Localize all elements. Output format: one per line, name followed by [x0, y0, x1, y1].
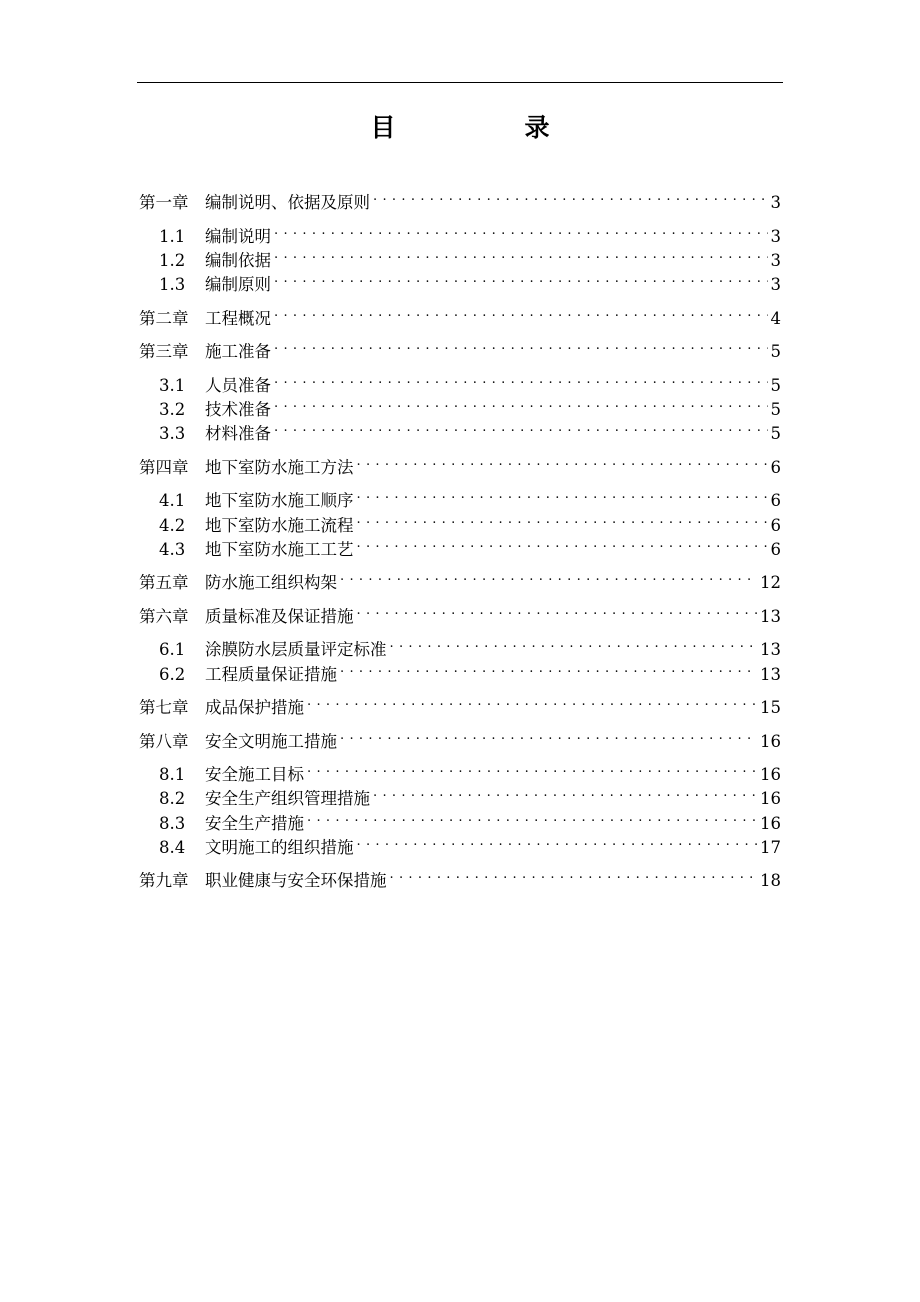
toc-entry-title: 地下室防水施工流程 [205, 516, 354, 535]
toc-dot-leader [307, 691, 757, 713]
toc-entry-title: 文明施工的组织措施 [205, 838, 354, 857]
toc-section-entry[interactable] [159, 484, 781, 510]
toc-title: 目 录 [370, 113, 602, 142]
toc-entry-number: 1.2 [159, 251, 186, 270]
toc-entry-page-number: 16 [760, 814, 781, 833]
toc-section-entry[interactable] [159, 633, 781, 659]
toc-dot-leader [340, 725, 757, 747]
toc-entry-number: 第二章 [139, 309, 189, 328]
toc-entry-page-number: 5 [770, 342, 781, 361]
toc-entry-number: 第一章 [139, 193, 189, 212]
toc-entry-title: 防水施工组织构架 [205, 573, 337, 592]
toc-entry-title: 安全施工目标 [205, 765, 304, 784]
toc-entry-page-number: 3 [770, 227, 781, 246]
toc-dot-leader [357, 600, 758, 622]
toc-entry-title: 职业健康与安全环保措施 [205, 871, 387, 890]
toc-entry-page-number: 6 [770, 540, 781, 559]
toc-entry-number: 第三章 [139, 342, 189, 361]
toc-entry-page-number: 6 [770, 458, 781, 477]
toc-entry-number: 8.3 [159, 814, 186, 833]
toc-dot-leader [274, 244, 768, 266]
toc-entry-title: 安全生产组织管理措施 [205, 789, 370, 808]
toc-entry-title: 材料准备 [205, 424, 271, 443]
toc-entry-number: 6.1 [159, 640, 186, 659]
toc-chapter-entry[interactable] [139, 725, 781, 751]
toc-entry-page-number: 3 [770, 251, 781, 270]
toc-section-entry[interactable] [159, 244, 781, 270]
toc-dot-leader [307, 807, 757, 829]
toc-dot-leader [357, 451, 768, 473]
toc-entry-title: 技术准备 [205, 400, 271, 419]
toc-section-entry[interactable] [159, 509, 781, 535]
toc-entry-number: 4.1 [159, 491, 186, 510]
toc-dot-leader [274, 302, 768, 324]
toc-dot-leader [373, 186, 768, 208]
toc-dot-leader [307, 758, 757, 780]
toc-entry-page-number: 16 [760, 789, 781, 808]
toc-entry-title: 人员准备 [205, 376, 271, 395]
toc-entry-title: 成品保护措施 [205, 698, 304, 717]
toc-entry-page-number: 16 [760, 732, 781, 751]
toc-entry-page-number: 17 [760, 838, 781, 857]
toc-chapter-entry[interactable] [139, 186, 781, 212]
toc-entry-title: 安全生产措施 [205, 814, 304, 833]
toc-entry-title: 编制依据 [205, 251, 271, 270]
toc-section-entry[interactable] [159, 807, 781, 833]
toc-entry-page-number: 5 [770, 376, 781, 395]
toc-dot-leader [373, 782, 757, 804]
toc-dot-leader [274, 335, 768, 357]
toc-dot-leader [274, 369, 768, 391]
toc-entry-title: 地下室防水施工方法 [205, 458, 354, 477]
toc-entry-title: 质量标准及保证措施 [205, 607, 354, 626]
toc-entry-number: 6.2 [159, 665, 186, 684]
toc-chapter-entry[interactable] [139, 302, 781, 328]
toc-entry-page-number: 13 [760, 640, 781, 659]
toc-dot-leader [340, 566, 757, 588]
toc-entry-number: 1.3 [159, 275, 186, 294]
toc-entry-number: 4.2 [159, 516, 186, 535]
toc-dot-leader [274, 268, 768, 290]
toc-chapter-entry[interactable] [139, 566, 781, 592]
toc-entry-number: 3.3 [159, 424, 186, 443]
toc-entry-title: 工程质量保证措施 [205, 665, 337, 684]
toc-entry-page-number: 5 [770, 400, 781, 419]
toc-dot-leader [357, 831, 758, 853]
toc-section-entry[interactable] [159, 658, 781, 684]
toc-entry-page-number: 16 [760, 765, 781, 784]
toc-entry-page-number: 15 [760, 698, 781, 717]
toc-section-entry[interactable] [159, 533, 781, 559]
toc-dot-leader [274, 417, 768, 439]
toc-entry-page-number: 12 [760, 573, 781, 592]
toc-chapter-entry[interactable] [139, 691, 781, 717]
toc-entry-number: 3.1 [159, 376, 186, 395]
toc-entry-number: 8.2 [159, 789, 186, 808]
toc-entry-title: 地下室防水施工工艺 [205, 540, 354, 559]
toc-entry-title: 编制说明、依据及原则 [205, 193, 370, 212]
toc-entry-title: 地下室防水施工顺序 [205, 491, 354, 510]
toc-entry-number: 第九章 [139, 871, 189, 890]
toc-section-entry[interactable] [159, 758, 781, 784]
toc-entry-number: 3.2 [159, 400, 186, 419]
toc-entry-page-number: 4 [770, 309, 781, 328]
toc-entry-number: 第六章 [139, 607, 189, 626]
toc-chapter-entry[interactable] [139, 335, 781, 361]
toc-chapter-entry[interactable] [139, 600, 781, 626]
toc-entry-page-number: 6 [770, 516, 781, 535]
toc-entry-number: 4.3 [159, 540, 186, 559]
toc-entry-page-number: 18 [760, 871, 781, 890]
toc-chapter-entry[interactable] [139, 864, 781, 890]
toc-entry-page-number: 3 [770, 275, 781, 294]
toc-entry-title: 施工准备 [205, 342, 271, 361]
toc-section-entry[interactable] [159, 782, 781, 808]
toc-entry-page-number: 5 [770, 424, 781, 443]
toc-entry-number: 第四章 [139, 458, 189, 477]
toc-dot-leader [390, 864, 758, 886]
toc-section-entry[interactable] [159, 268, 781, 294]
toc-entry-number: 第五章 [139, 573, 189, 592]
toc-dot-leader [274, 220, 768, 242]
toc-entry-title: 编制说明 [205, 227, 271, 246]
toc-dot-leader [357, 484, 768, 506]
toc-section-entry[interactable] [159, 369, 781, 395]
toc-dot-leader [390, 633, 758, 655]
toc-entry-page-number: 13 [760, 607, 781, 626]
toc-chapter-entry[interactable] [139, 451, 781, 477]
toc-entry-page-number: 13 [760, 665, 781, 684]
toc-entry-title: 工程概况 [205, 309, 271, 328]
toc-entry-page-number: 3 [770, 193, 781, 212]
toc-entry-title: 编制原则 [205, 275, 271, 294]
toc-dot-leader [357, 509, 768, 531]
toc-entry-page-number: 6 [770, 491, 781, 510]
toc-section-entry[interactable] [159, 393, 781, 419]
toc-entry-title: 安全文明施工措施 [205, 732, 337, 751]
toc-dot-leader [357, 533, 768, 555]
toc-entry-number: 8.4 [159, 838, 186, 857]
toc-dot-leader [274, 393, 768, 415]
toc-section-entry[interactable] [159, 220, 781, 246]
toc-section-entry[interactable] [159, 417, 781, 443]
toc-entry-number: 8.1 [159, 765, 186, 784]
toc-section-entry[interactable] [159, 831, 781, 857]
toc-dot-leader [340, 658, 757, 680]
toc-entry-number: 1.1 [159, 227, 186, 246]
toc-entry-number: 第七章 [139, 698, 189, 717]
toc-entry-number: 第八章 [139, 732, 189, 751]
toc-entry-title: 涂膜防水层质量评定标准 [205, 640, 387, 659]
